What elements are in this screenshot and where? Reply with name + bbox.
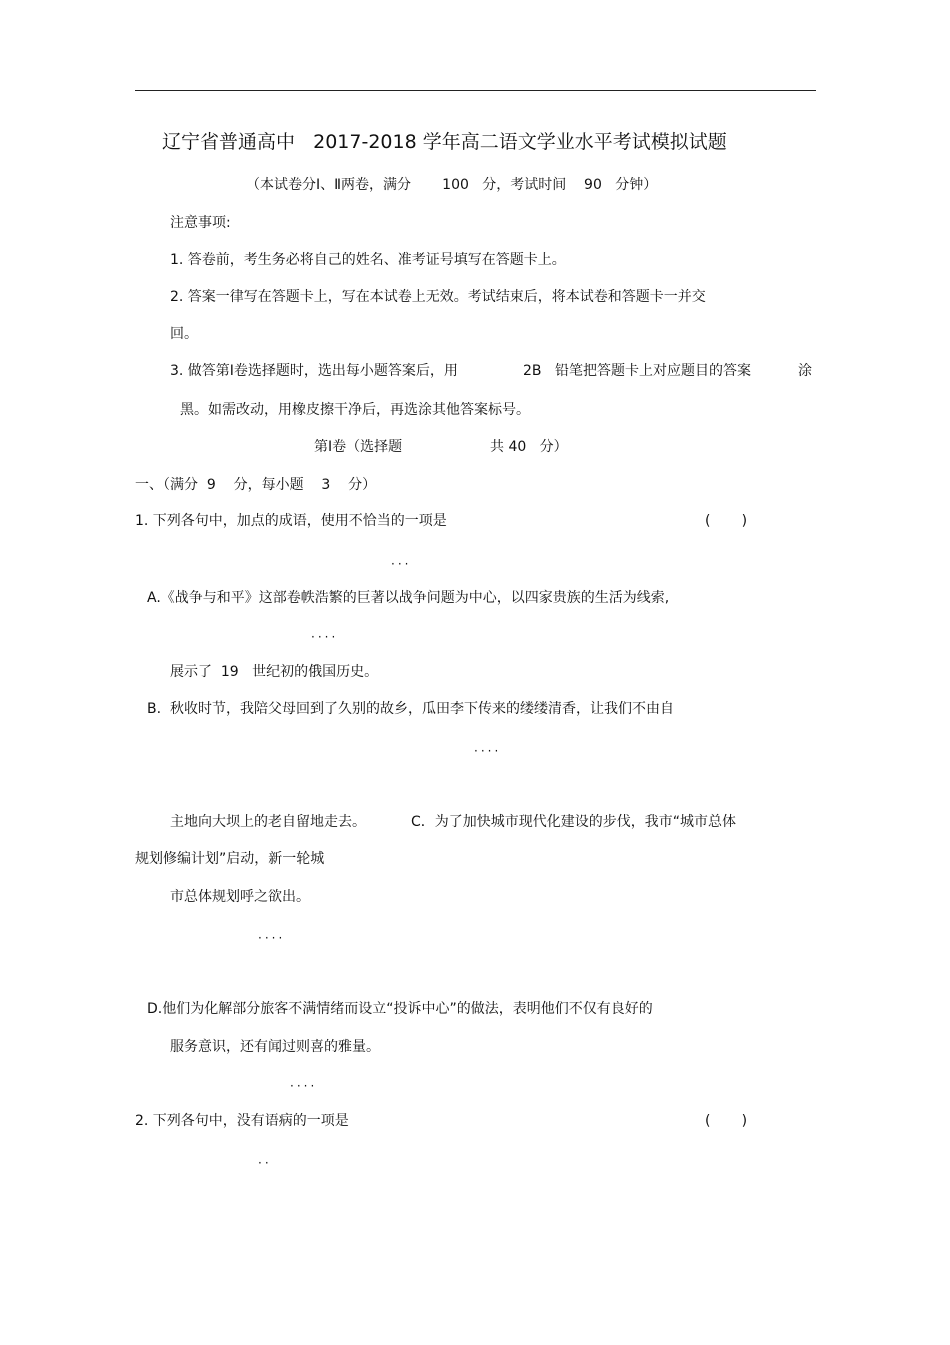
notice-item-1: 1. 答卷前，考生务必将自己的姓名、准考证号填写在答题卡上。	[170, 252, 566, 268]
document-subtitle: （本试卷分Ⅰ、Ⅱ两卷，满分 100 分，考试时间 90 分钟）	[246, 177, 658, 193]
emphasis-dots: ····	[474, 744, 502, 758]
emphasis-dots: ··	[258, 1156, 272, 1170]
question-2: 2. 下列各句中，没有语病的一项是	[135, 1113, 349, 1129]
emphasis-dots: ···	[391, 557, 412, 571]
top-rule	[135, 90, 816, 91]
option-b-cont: 主地向大坝上的老自留地走去。	[170, 814, 366, 830]
notice-item-3-mid: 铅笔把答题卡上对应题目的答案	[555, 363, 751, 379]
option-a-cont: 展示了 19 世纪初的俄国历史。	[170, 664, 379, 680]
option-c: C．为了加快城市现代化建设的步伐，我市“城市总体	[411, 814, 737, 830]
part1-heading-score: 共 40 分）	[490, 439, 568, 455]
question-1: 1. 下列各句中，加点的成语，使用不恰当的一项是	[135, 513, 447, 529]
emphasis-dots: ····	[311, 630, 339, 644]
option-d-cont: 服务意识，还有闻过则喜的雅量。	[170, 1039, 380, 1055]
notice-item-3-pencil: 2B	[523, 363, 542, 379]
answer-bracket-1: ( )	[705, 513, 748, 529]
option-b: B. 秋收时节，我陪父母回到了久别的故乡，瓜田李下传来的缕缕清香，让我们不由自	[147, 701, 674, 717]
emphasis-dots: ····	[258, 931, 286, 945]
notice-item-3-tu: 涂	[798, 363, 812, 379]
option-c-cont-2: 市总体规划呼之欲出。	[170, 889, 310, 905]
notice-item-3-cont: 黑。如需改动，用橡皮擦干净后，再选涂其他答案标号。	[180, 402, 530, 418]
part1-heading: 第Ⅰ卷（选择题	[314, 439, 403, 455]
notice-heading: 注意事项:	[170, 215, 231, 231]
emphasis-dots: ····	[290, 1079, 318, 1093]
notice-item-2-cont: 回。	[170, 326, 198, 342]
option-a: A.《战争与和平》这部卷帙浩繁的巨著以战争问题为中心，以四家贵族的生活为线索,	[147, 590, 670, 606]
document-title: 辽宁省普通高中 2017-2018 学年高二语文学业水平考试模拟试题	[162, 131, 727, 153]
notice-item-3: 3. 做答第Ⅰ卷选择题时，选出每小题答案后，用	[170, 363, 458, 379]
notice-item-2: 2. 答案一律写在答题卡上，写在本试卷上无效。考试结束后，将本试卷和答题卡一并交	[170, 289, 706, 305]
option-c-cont: 规划修编计划”启动，新一轮城	[135, 851, 325, 867]
section-heading: 一、（满分 9 分，每小题 3 分）	[135, 477, 377, 493]
option-d: D.他们为化解部分旅客不满情绪而设立“投诉中心”的做法，表明他们不仅有良好的	[147, 1001, 653, 1017]
answer-bracket-2: ( )	[705, 1113, 748, 1129]
